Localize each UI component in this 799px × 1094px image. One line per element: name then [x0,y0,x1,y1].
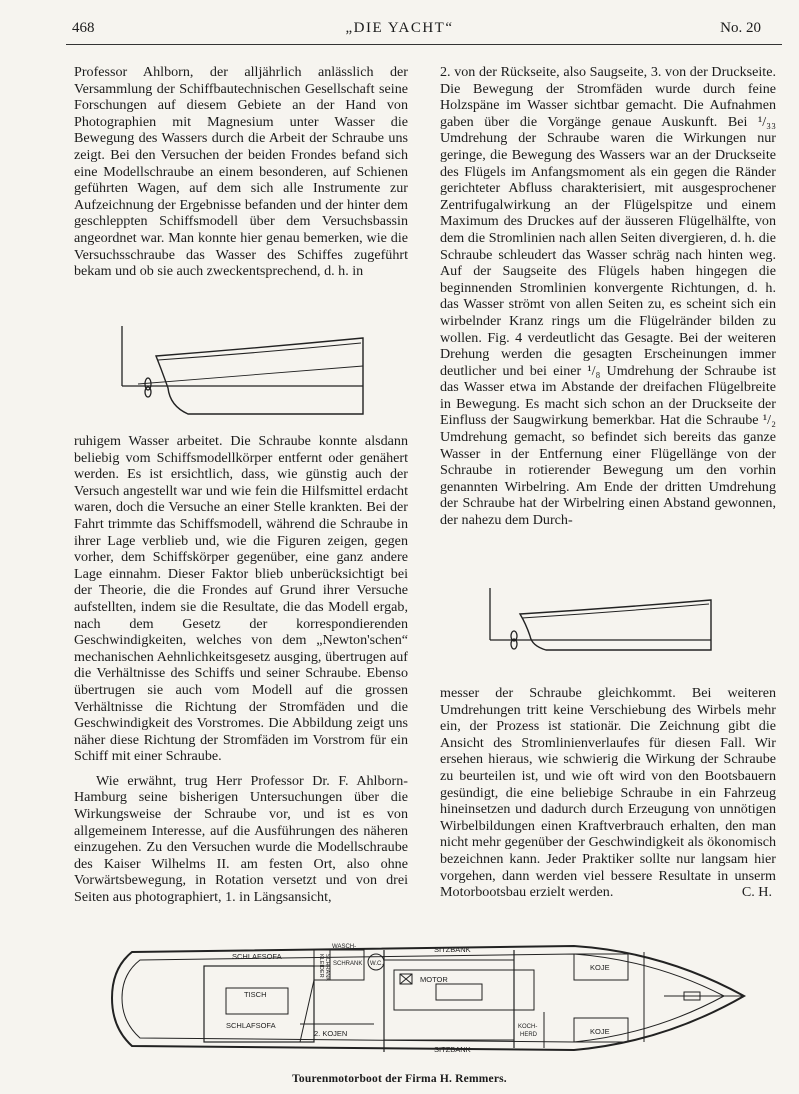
label-schrank-vertical: SCHRANK [324,954,330,981]
left-paragraph-1: Professor Ahlborn, der alljährlich anlässlich der Versammlung der Schiffbautechnischen Gesellschaft seine Forschungen auf diesem Gebiete an der Hand von Photographien mit Magnesium unter Wasser die Bewegung des Wassers durch die Arbeit der Schraube uns zeigt. Bei den Versuchen der beiden Frondes befand sich eine Modellschraube an einem besonderen, auf Schienen geführten Wagen, auf dem sich alle Instrumente zur Aufzeichnung der Ergebnisse befanden und der hinter dem geschleppten Schiffsmodell über dem Versuchsbassin angeordnet war. Man konnte hier genau bemerken, wie die Versuchsschraube das Wasser des Schiffes zugeführt bekam und ob sie auch zweckentsprechend, d. h. in [74,64,408,280]
left-paragraph-2: ruhigem Wasser arbeitet. Die Schraube konnte alsdann beliebig vom Schiffsmodellkörper entfernt oder genähert werden. Es ist ersichtlich, dass, wie günstig auch der Versuch angestellt war und wie fein die Hilfsmittel erdacht waren, doch die Versuche an einer Stelle krankten. Bei der Fahrt trimmte das Schiffsmodell, während die Schraube in ihrer Lage verblieb und, wie die Figuren zeigen, gegen vorher, dem Schiffskörper gegenüber, eine ganz andere Lage einnahm. Dieser Faktor blieb unberücksichtigt bei der Theorie, die die Frondes auf Grund ihrer Versuche aufstellten, indem sie die Resultate, die das Modell ergab, nach dem Gesetz der korrespondierenden Geschwindigkeiten, welches von dem „Newton'schen“ mechanischen Aehnlichkeitsgesetz ausging, übertrugen auf die Verhältnisse des Schiffs und seiner Schraube. Ebenso übertrugen sie auch vom Modell auf die grossen Verhältnisse die Richtung der Stromfäden und die Geschwindigkeit des Vorstromes. Die Abbildung zeigt uns näher diese Richtung der Stromfäden im Vorstrom für ein Schiff mit einer Schraube. [74,433,408,765]
left-paragraph-3: Wie erwähnt, trug Herr Professor Dr. F. Ahlborn-Hamburg seine bisherigen Untersuchungen über die Wirkungsweise der Schraube vor, und ist es von allgemeinem Interesse, auf die Ausführungen des näheren einzugehen. Zu den Versuchen wurde die Modellschraube des Kaiser Wilhelms II. am festen Ort, also ohne Vorwärtsbewegung, in Rotation versetzt und von drei Seiten aus photographiert, 1. in Längsansicht, [74,772,408,906]
label-schlafsofa-top: SCHLAFSOFA [232,952,282,961]
deck-line [122,954,724,1042]
right-column-bottom [440,685,776,901]
label-sitzbank-bottom: SITZBANK [434,1045,471,1054]
label-koje-top: KOJE [590,963,610,972]
label-zwei-kojen: 2. KOJEN [314,1029,348,1038]
label-motor: MOTOR [420,975,448,984]
boat-plan [104,932,764,1072]
hull-outline [112,946,744,1050]
page-number: 468 [72,20,95,36]
issue-number: No. 20 [720,20,761,36]
left-column-top [74,64,408,280]
right-paragraph-2: messer der Schraube gleichkommt. Bei weiteren Umdrehungen tritt keine Verschiebung des Wirbels mehr ein, der Prozess ist stationär. Die Zeichnung gibt die Ansicht des Stromlinienverlaufes für diesen Fall. Wir ersehen hieraus, wie schwierig die Wirkung der Schraube zu beurteilen ist, und wie oft wird von den Bootsbauern gesündigt, die eine beliebige Schraube in ein Fahrzeug hineinsetzen und dadurch durch Erzeugung von unnötigen Wirbelbildungen einen Kraftverbrauch erhalten, den man nicht mehr gegenüber der Geschwindigkeit als ökonomisch bezeichnen kann. Jeder Praktiker sollte nur langsam hier vorgehen, dann werden viel bessere Resultate in unserm Motorbootsbau erzielt werden. [440,685,776,901]
hull-figure-2 [486,588,726,668]
label-schlafsofa-bottom: SCHLAFSOFA [226,1021,276,1030]
label-koje-bottom: KOJE [590,1027,610,1036]
label-kochherd-2: HERD [520,1032,538,1038]
label-wasch: WASCH- [332,944,357,950]
label-tisch: TISCH [244,990,267,999]
label-sitzbank-top: SITZBANK [434,945,471,954]
label-schrank: SCHRANK [333,961,363,967]
author-signature: C. H. [741,884,772,901]
label-kochherd-1: KOCH- [518,1024,538,1030]
right-paragraph-1: 2. von der Rückseite, also Saugseite, 3. von der Druckseite. Die Bewegung der Stromfäden wurde durch feine Holzspäne im Wasser sichtbar gemacht. Die Aufnahmen gaben über die Vorgänge genaue Auskunft. Bei ¹/₃₃ Umdrehung der Schraube waren die Wirkungen nur geringe, die Bewegung des Wassers war an der Druckseite des Flügels im Anfangsmoment als ein gegen die Ränder gerichteter Abfluss charakterisiert, mit ausgesprochener Zentrifugalwirkung an der Flügelspitze und einem Maximum des Druckes auf der äusseren Flügelhälfte, von dem die Stromlinien nach allen Seiten divergieren, d. h. die Schraube schleudert das Wasser schräg nach hinten weg. Auf der Saugseite des Flügels haben hingegen die beginnenden Stromlinien konvergente Richtungen, d. h. das Wasser strömt von allen Seiten zu, es scheint sich ein wirbelnder Kranz rings um die Flügelränder bilden zu wollen. Fig. 4 verdeutlicht das Gesagte. Bei der weiteren Drehung werden die gesagten Erscheinungen immer deutlicher und bei einer ¹/₈ Umdrehung der Schraube ist das Wasser etwa im Abstande der dreifachen Flügelbreite in Bewegung. Es macht sich schon an der Druckseite der Einfluss der Saugwirkung bemerkbar. Hat die Schraube ¹/₂ Umdrehung gemacht, so befindet sich bereits das ganze Wasser in der Entfernung einer Flügellänge von der Schraube in rotierender Bewegung um den vorhin genannten Wirbelring. Am Ende der dritten Umdrehung der Schraube hat der Wirbelring einen Abstand gewonnen, der nahezu dem Durch- [440,64,776,529]
journal-title: „DIE YACHT“ [345,20,454,36]
hull-figure-1 [118,326,378,416]
left-column-bottom [74,433,408,906]
figure-caption: Tourenmotorboot der Firma H. Remmers. [292,1073,507,1085]
label-wc: W.C. [370,961,383,967]
header-rule [66,44,782,45]
label-kleider: KLEIDER [318,954,324,978]
right-column-top [440,64,776,529]
